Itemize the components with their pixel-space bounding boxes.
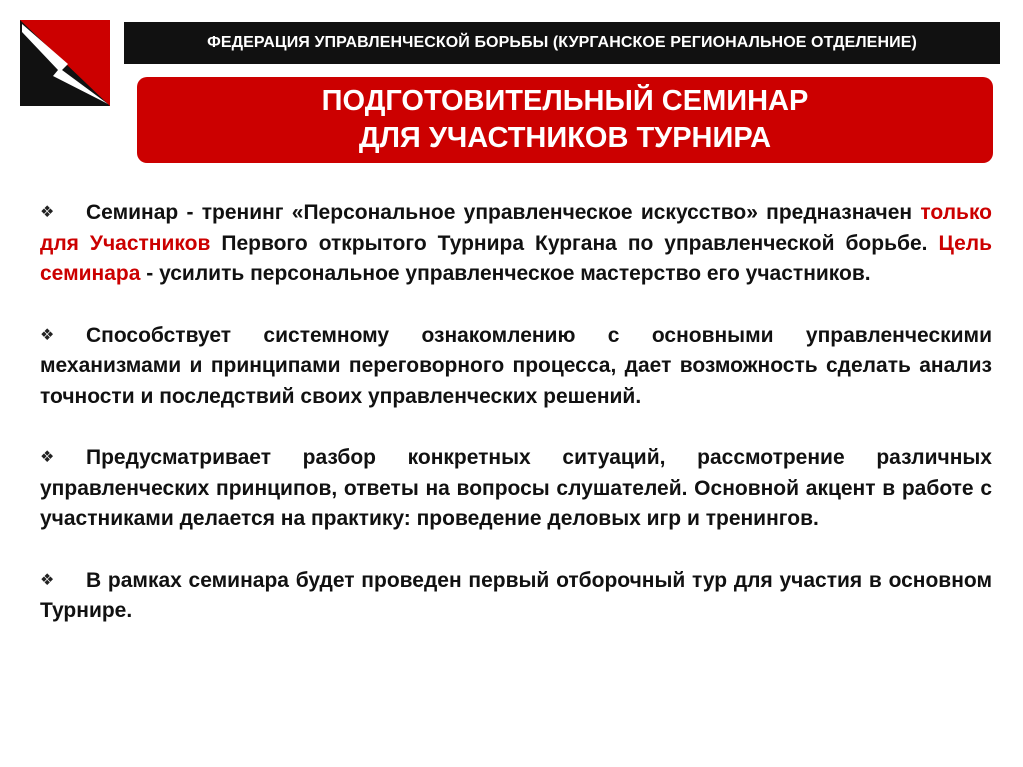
diamond-flower-icon: ❖ (40, 449, 55, 466)
highlight-seminar-goal: Цель семинара (40, 231, 992, 285)
logo-lightning-bolt-icon (20, 20, 110, 106)
paragraph-1-text-a: Семинар - тренинг «Персональное управленческое искусство» предназначен (86, 201, 921, 224)
title-line-1: ПОДГОТОВИТЕЛЬНЫЙ СЕМИНАР (321, 85, 809, 117)
diamond-flower-icon: ❖ (40, 204, 55, 221)
content-body (40, 198, 992, 658)
title-banner (137, 77, 993, 163)
organization-header-bar (124, 22, 1000, 64)
diamond-flower-icon: ❖ (40, 571, 55, 589)
paragraph-2-text: Способствует системному ознакомлению с основными управленческими механизмами и принципами переговорного процесса, дает возможность сделать анализ точности и последствий своих управленческих решений. (40, 323, 992, 408)
diamond-flower-icon: ❖ (40, 326, 55, 344)
organization-name: ФЕДЕРАЦИЯ УПРАВЛЕНЧЕСКОЙ БОРЬБЫ (КУРГАНСКОЕ РЕГИОНАЛЬНОЕ ОТДЕЛЕНИЕ) (207, 34, 917, 51)
paragraph-3-text: Предусматривает разбор конкретных ситуаций, рассмотрение различных управленческих принципов, ответы на вопросы слушателей. Основной акцент в работе с участниками делается на практику: проведение деловых игр и тренингов. (40, 446, 992, 530)
paragraph-2 (40, 321, 992, 413)
paragraph-3 (40, 443, 992, 535)
title-line-2: ДЛЯ УЧАСТНИКОВ ТУРНИРА (358, 122, 772, 154)
paragraph-1-text-c: - усилить персональное управленческое мастерство его участников. (140, 262, 871, 285)
paragraph-4-text: В рамках семинара будет проведен первый отборочный тур для участия в основном Турнире. (40, 568, 992, 622)
paragraph-4 (40, 566, 992, 627)
paragraph-1-text-b: Первого открытого Турнира Кургана по управленческой борьбе. (210, 231, 939, 255)
highlight-only-for-participants: только для Участников (40, 201, 992, 255)
paragraph-1 (40, 198, 992, 290)
